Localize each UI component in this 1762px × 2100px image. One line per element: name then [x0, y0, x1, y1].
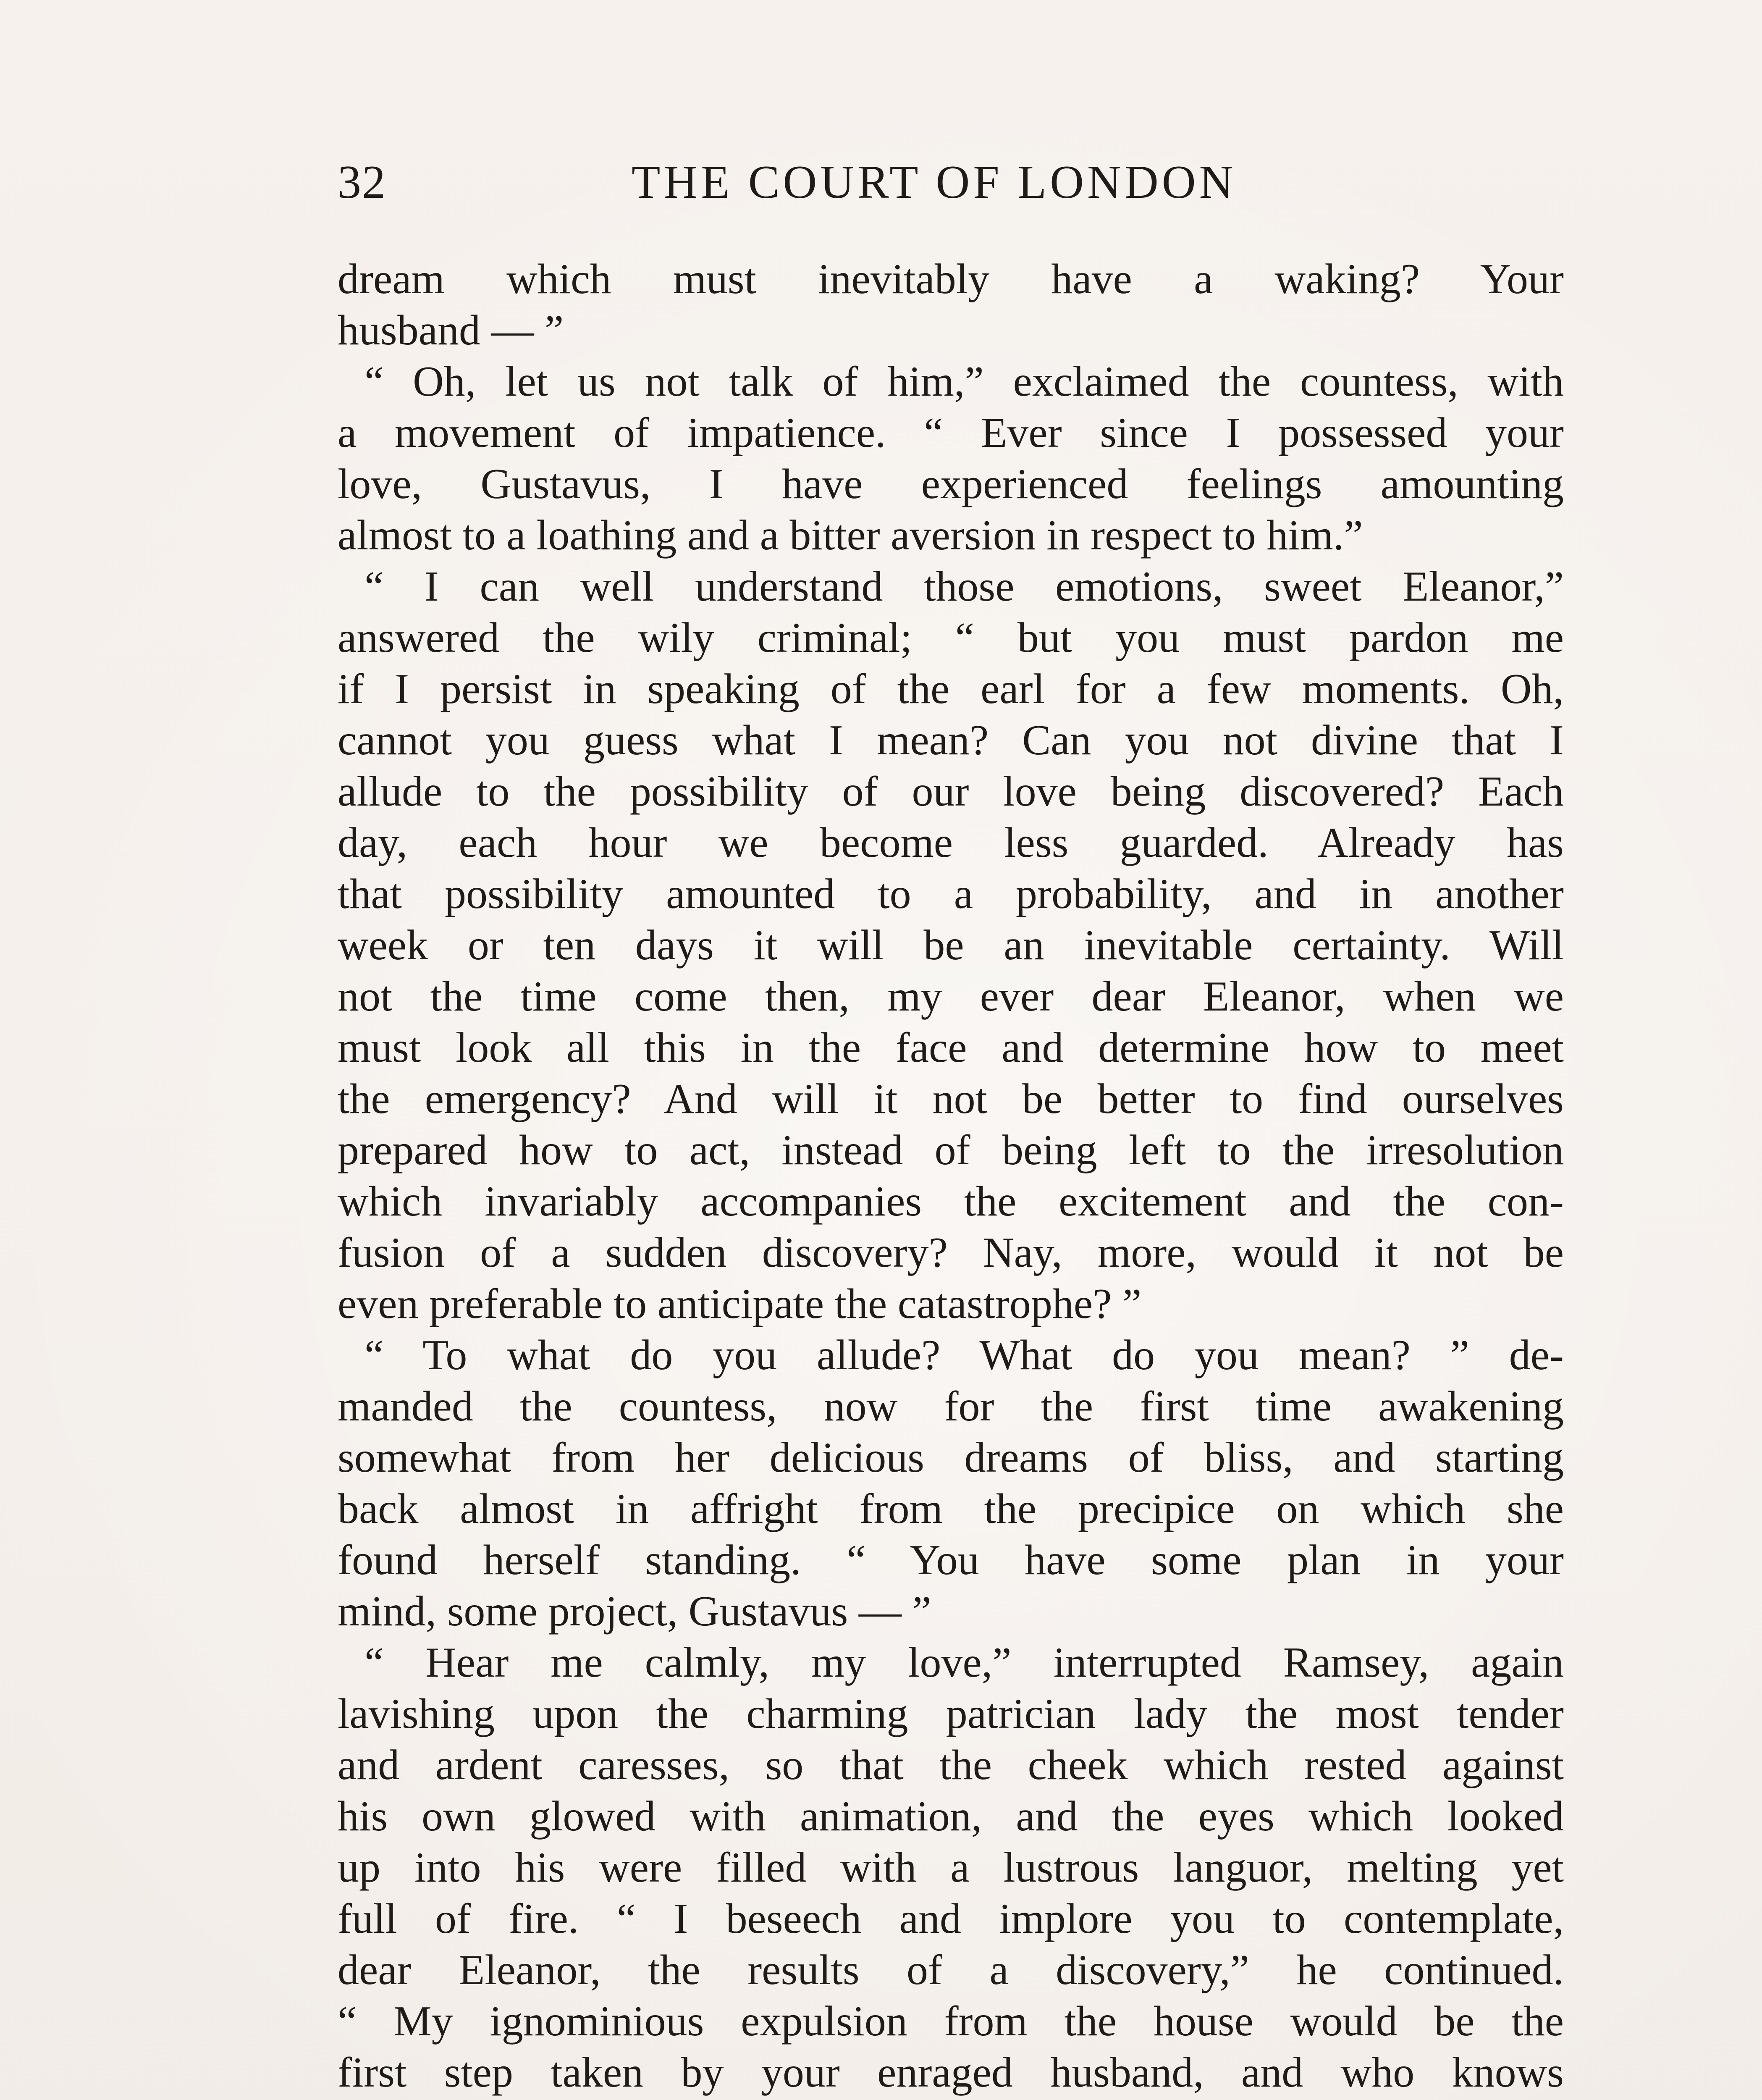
text-line: love, Gustavus, I have experienced feelings amounting	[338, 460, 1564, 508]
text-line: prepared how to act, instead of being left to the irresolution	[338, 1126, 1564, 1174]
text-line: found herself standing. “ You have some plan in your	[338, 1536, 1564, 1584]
text-line: husband — ”	[338, 307, 564, 354]
text-line: almost to a loathing and a bitter aversion in respect to him.”	[338, 512, 1363, 559]
text-line: his own glowed with animation, and the eyes which looked	[338, 1793, 1564, 1840]
text-line: allude to the possibility of our love being discovered? Each	[338, 768, 1564, 815]
text-line: “ To what do you allude? What do you mean? ” de-	[364, 1331, 1564, 1379]
text-line: day, each hour we become less guarded. Already has	[338, 819, 1564, 866]
body-text	[338, 254, 1564, 2100]
text-line: the emergency? And will it not be better to find ourselves	[338, 1075, 1564, 1123]
text-line: if I persist in speaking of the earl for a few moments. Oh,	[338, 665, 1564, 713]
running-title: THE COURT OF LONDON	[632, 156, 1237, 208]
text-line: somewhat from her delicious dreams of bliss, and starting	[338, 1434, 1564, 1481]
text-line: back almost in affright from the precipice on which she	[338, 1485, 1564, 1533]
text-line: fusion of a sudden discovery? Nay, more, would it not be	[338, 1229, 1564, 1276]
text-line: “ My ignominious expulsion from the house would be the	[338, 1998, 1564, 2045]
page-number: 32	[338, 156, 386, 208]
text-line: dream which must inevitably have a waking? Your	[338, 255, 1564, 303]
text-line: cannot you guess what I mean? Can you not divine that I	[338, 717, 1564, 764]
text-line: answered the wily criminal; “ but you must pardon me	[338, 614, 1564, 662]
text-line: “ I can well understand those emotions, sweet Eleanor,”	[364, 563, 1564, 610]
text-line: “ Hear me calmly, my love,” interrupted Ramsey, again	[364, 1639, 1564, 1686]
text-line: a movement of impatience. “ Ever since I possessed your	[338, 409, 1564, 457]
text-line: and ardent caresses, so that the cheek which rested against	[338, 1741, 1564, 1789]
text-line: even preferable to anticipate the catastrophe? ”	[338, 1280, 1142, 1328]
text-line: up into his were filled with a lustrous languor, melting yet	[338, 1844, 1564, 1891]
text-line: “ Oh, let us not talk of him,” exclaimed the countess, with	[364, 358, 1564, 405]
text-line: mind, some project, Gustavus — ”	[338, 1588, 931, 1635]
text-line: that possibility amounted to a probability, and in another	[338, 870, 1564, 918]
text-line: manded the countess, now for the first time awakening	[338, 1383, 1564, 1430]
text-line: first step taken by your enraged husband, and who knows	[338, 2049, 1564, 2096]
text-line	[338, 2098, 1564, 2100]
text-line: week or ten days it will be an inevitable certainty. Will	[338, 921, 1564, 969]
text-line: dear Eleanor, the results of a discovery,” he continued.	[338, 1946, 1564, 1994]
text-line: which invariably accompanies the excitement and the con-	[338, 1178, 1564, 1225]
text-line: not the time come then, my ever dear Eleanor, when we	[338, 973, 1564, 1020]
page-header	[338, 155, 1564, 223]
text-line: lavishing upon the charming patrician lady the most tender	[338, 1690, 1564, 1738]
text-line: must look all this in the face and determine how to meet	[338, 1024, 1564, 1071]
text-line: full of fire. “ I beseech and implore you to contemplate,	[338, 1895, 1564, 1942]
